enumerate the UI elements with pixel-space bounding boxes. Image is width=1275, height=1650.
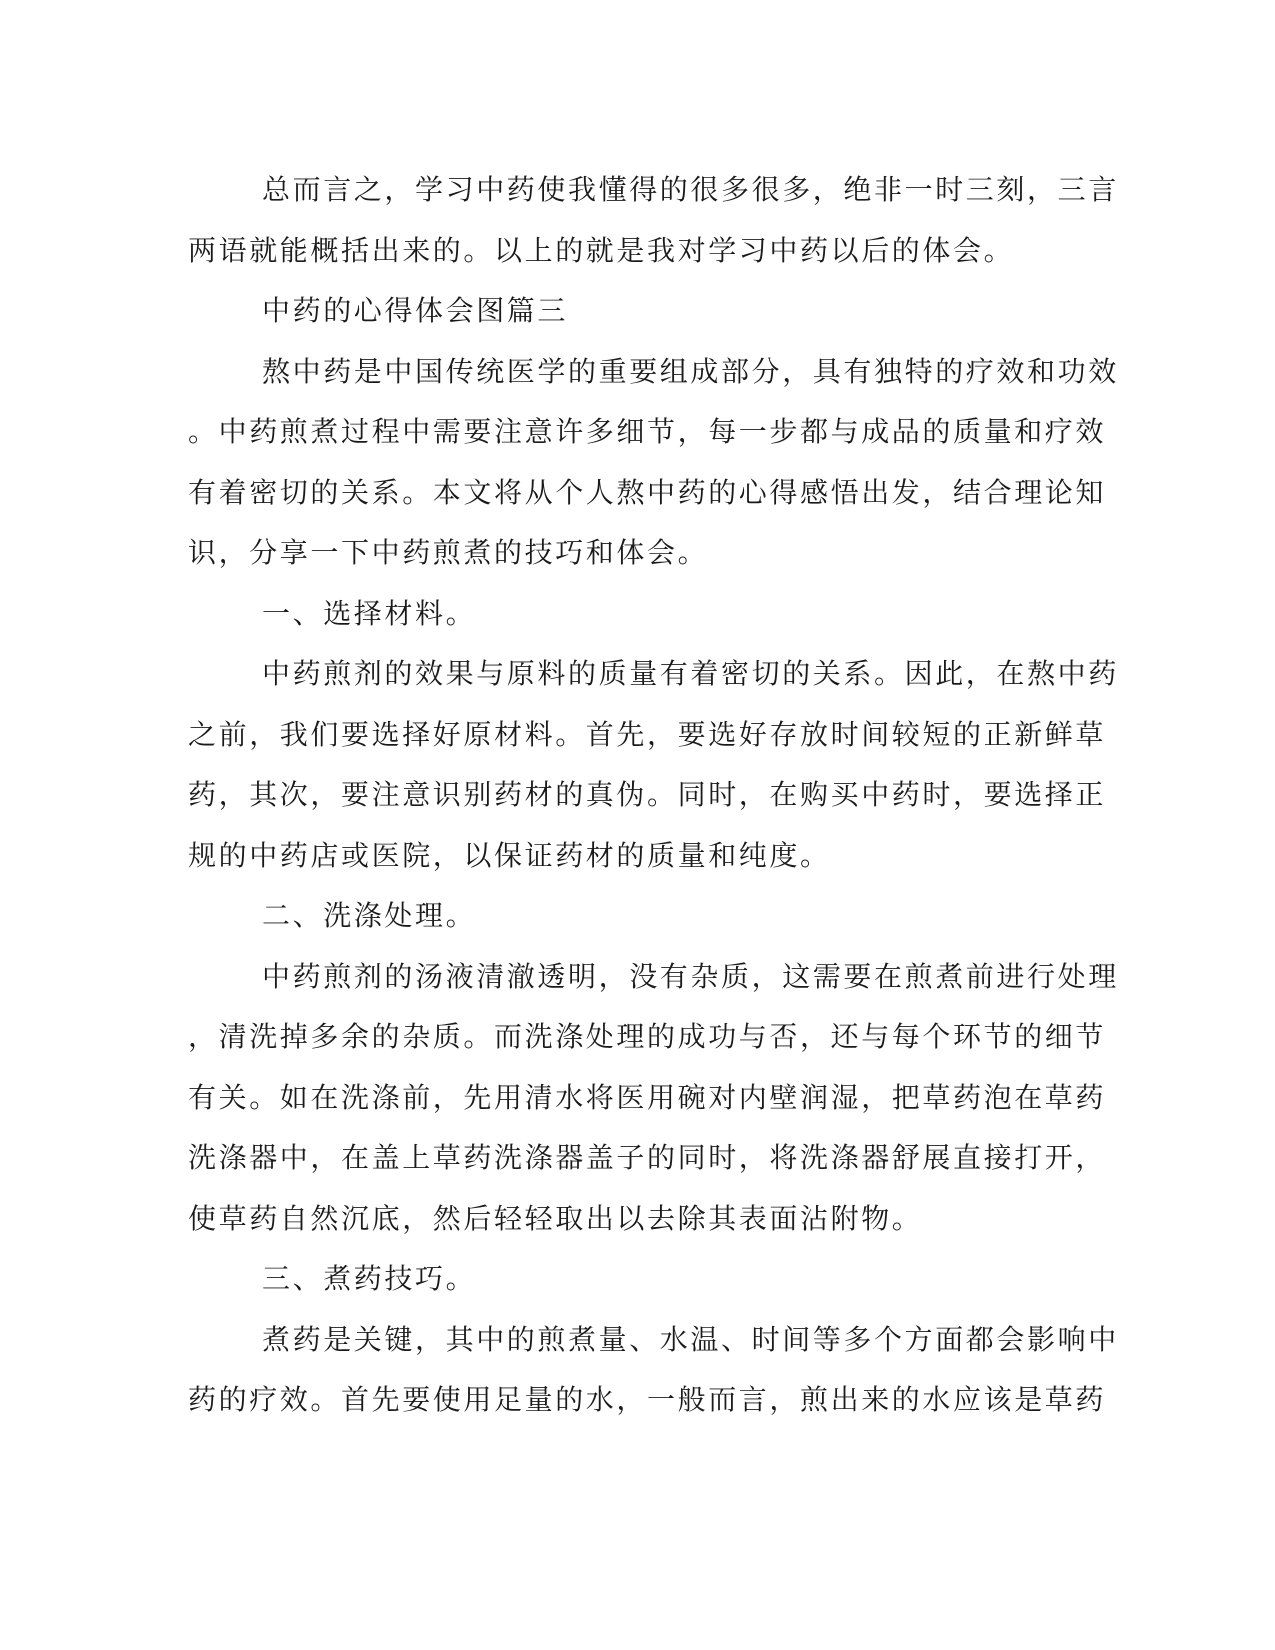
- text-line: 两语就能概括出来的。以上的就是我对学习中药以后的体会。: [188, 233, 1015, 267]
- text-line: 使草药自然沉底，然后轻轻取出以去除其表面沾附物。: [188, 1201, 923, 1235]
- section-heading: 二、洗涤处理。: [262, 899, 477, 932]
- text-line: 药，其次，要注意识别药材的真伪。同时，在购买中药时，要选择正: [188, 778, 1107, 811]
- text-line: 有着密切的关系。本文将从个人熬中药的心得感悟出发，结合理论知: [188, 475, 1107, 509]
- text-line: 熬中药是中国传统医学的重要组成部分，具有独特的疗效和功效: [262, 354, 1119, 388]
- text-line: 煮药是关键，其中的煎煮量、水温、时间等多个方面都会影响中: [262, 1322, 1119, 1356]
- document-body: [188, 160, 1119, 1431]
- text-line: 有关。如在洗涤前，先用清水将医用碗对内壁润湿，把草药泡在草药: [188, 1080, 1107, 1114]
- section-heading: 一、选择材料。: [262, 596, 477, 630]
- text-line: 总而言之，学习中药使我懂得的很多很多，绝非一时三刻，三言: [262, 173, 1119, 206]
- text-line: 药的疗效。首先要使用足量的水，一般而言，煎出来的水应该是草药: [188, 1383, 1107, 1416]
- text-line: 之前，我们要选择好原材料。首先，要选好存放时间较短的正新鲜草: [188, 717, 1107, 751]
- section-title: 中药的心得体会图篇三: [262, 294, 569, 327]
- text-line: 。中药煎煮过程中需要注意许多细节，每一步都与成品的质量和疗效: [188, 415, 1107, 448]
- section-heading: 三、煮药技巧。: [262, 1262, 477, 1295]
- text-line: 中药煎剂的汤液清澈透明，没有杂质，这需要在煎煮前进行处理: [262, 959, 1119, 993]
- text-line: 规的中药店或医院，以保证药材的质量和纯度。: [188, 838, 831, 872]
- text-line: 洗涤器中，在盖上草药洗涤器盖子的同时，将洗涤器舒展直接打开，: [188, 1141, 1107, 1174]
- text-line: ，清洗掉多余的杂质。而洗涤处理的成功与否，还与每个环节的细节: [188, 1020, 1107, 1053]
- text-line: 识，分享一下中药煎煮的技巧和体会。: [188, 536, 709, 569]
- text-line: 中药煎剂的效果与原料的质量有着密切的关系。因此，在熬中药: [262, 657, 1119, 690]
